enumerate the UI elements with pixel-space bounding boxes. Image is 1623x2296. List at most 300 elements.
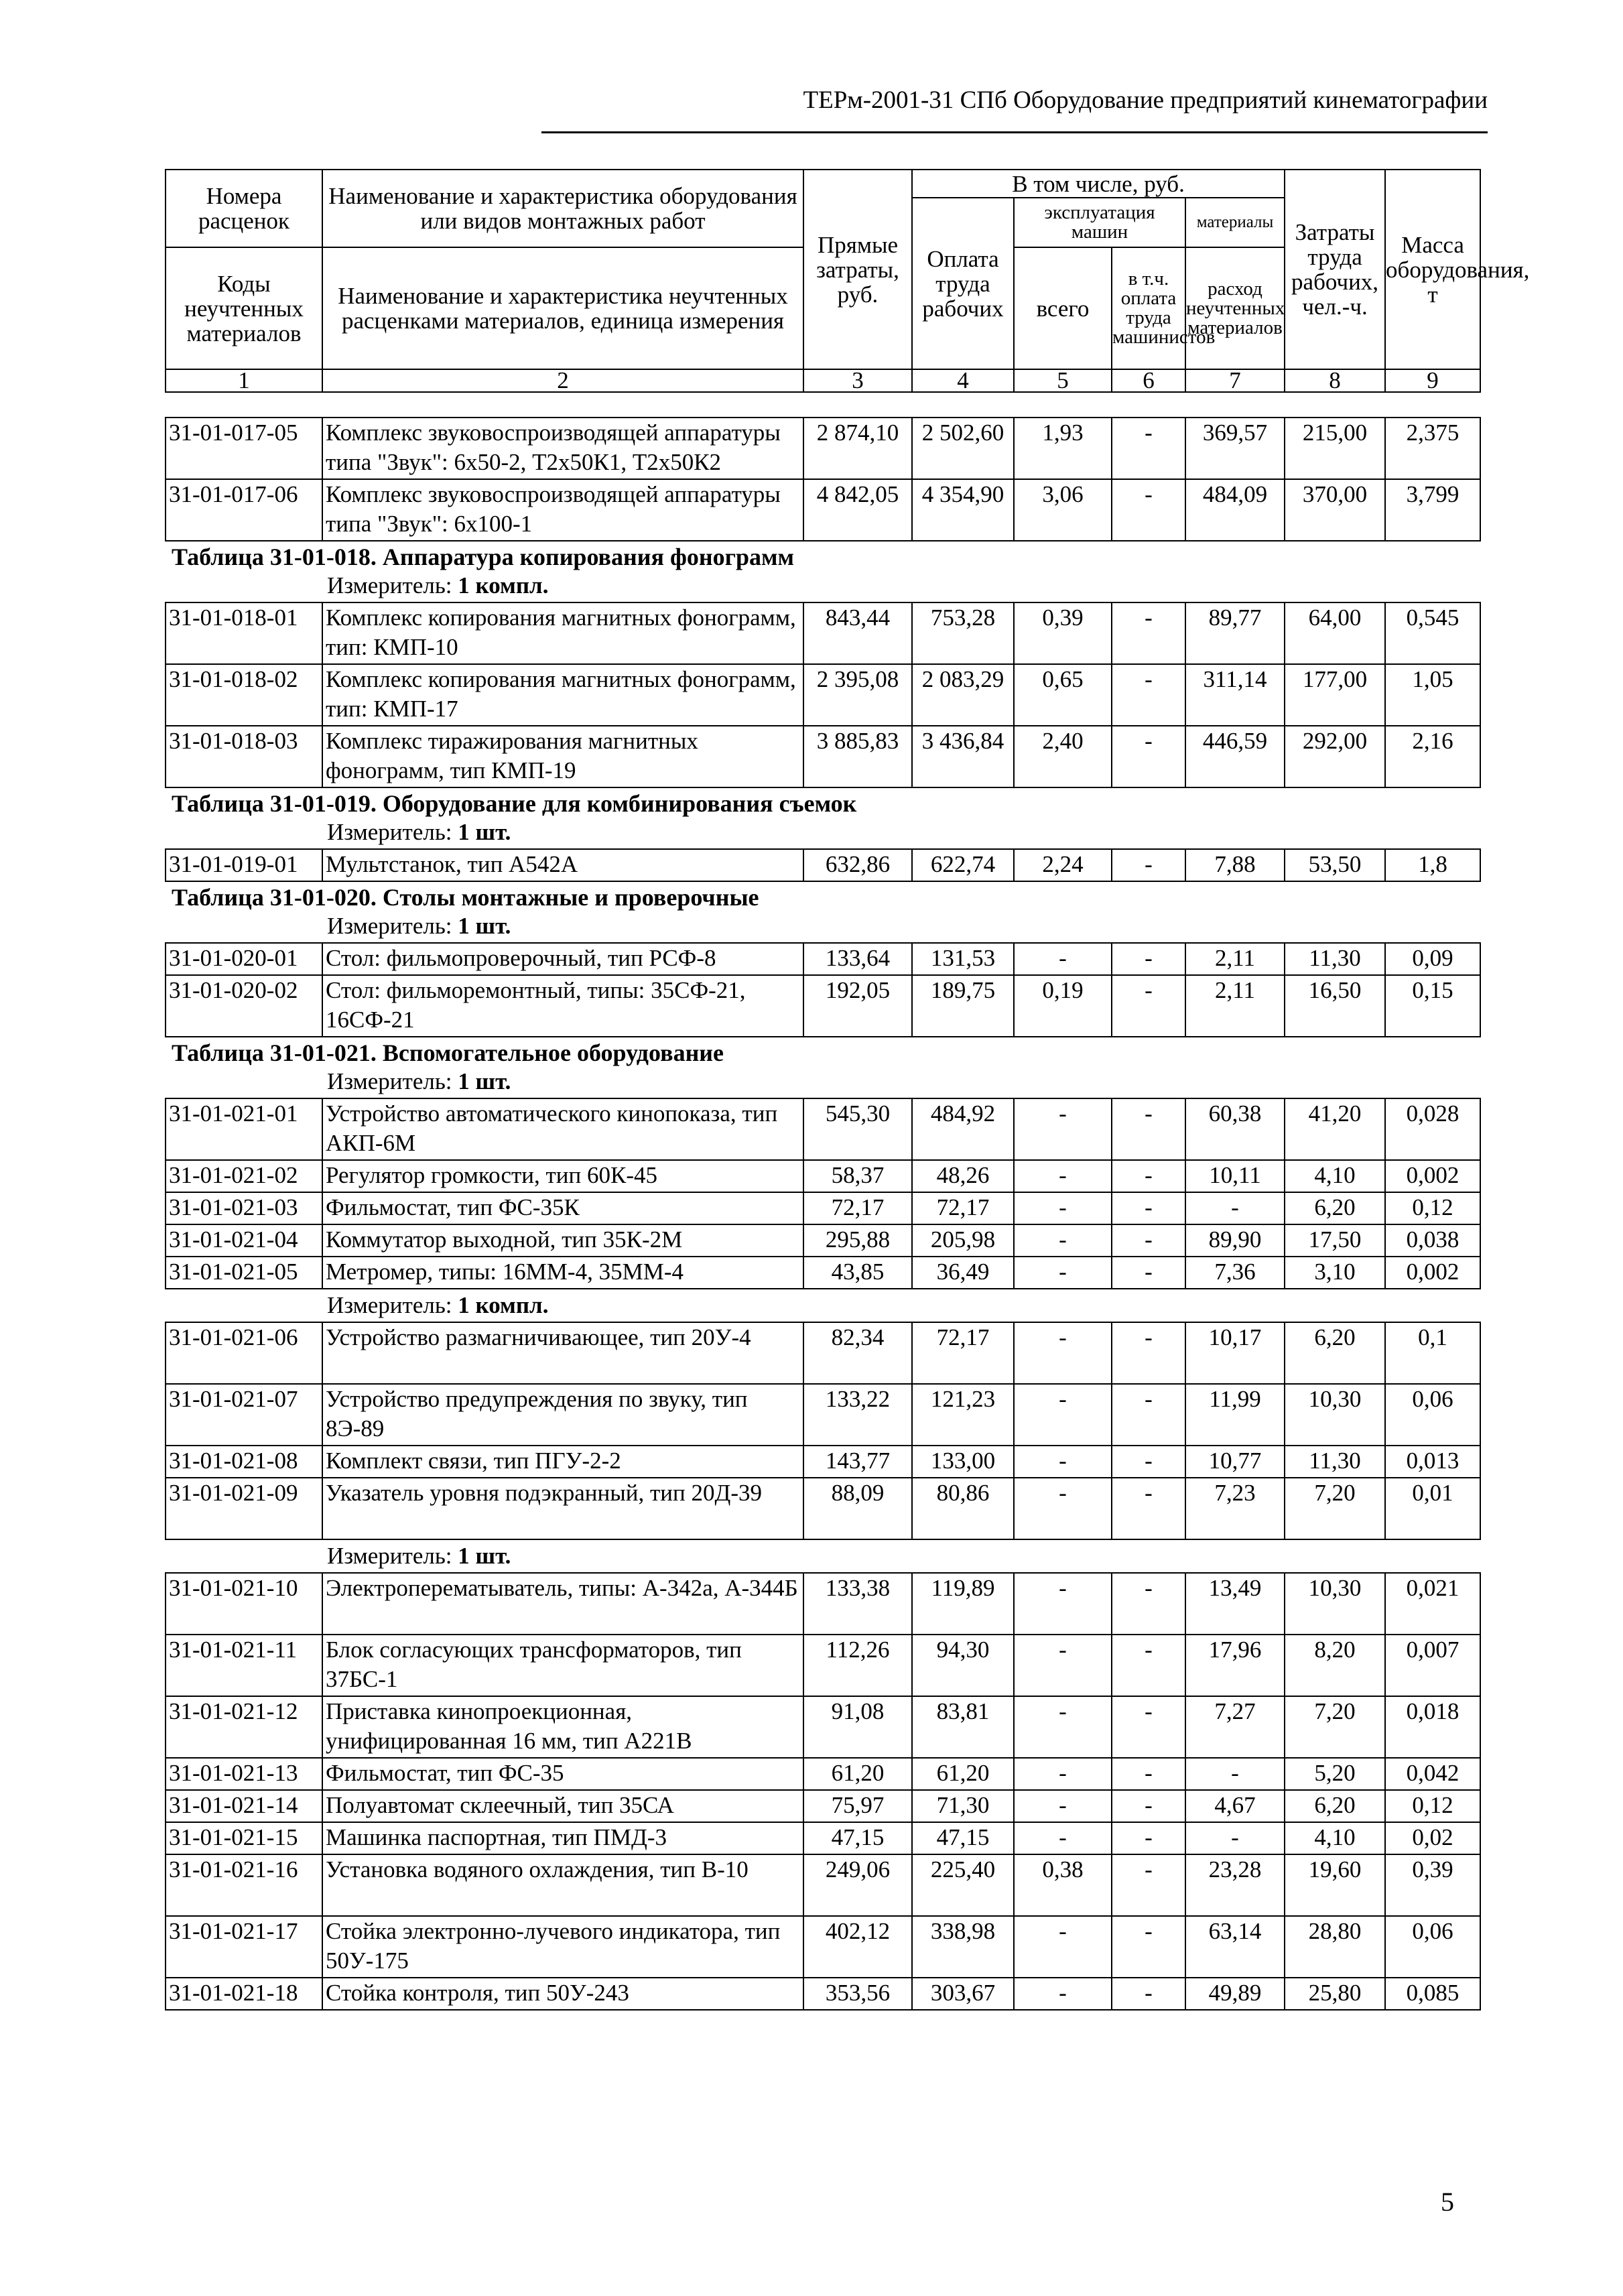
equipment-name-cell: Устройство размагничивающее, тип 20У-4 xyxy=(322,1322,803,1384)
mass-cell: 0,06 xyxy=(1385,1384,1480,1446)
mass-cell: 0,021 xyxy=(1385,1573,1480,1635)
machine-cost-cell: 0,39 xyxy=(1014,602,1112,664)
direct-cost-cell: 47,15 xyxy=(803,1822,912,1854)
table-row xyxy=(166,1257,1480,1289)
table-row xyxy=(166,664,1480,726)
material-cost-cell: - xyxy=(1185,1192,1285,1224)
measure-unit: 1 шт. xyxy=(458,1543,511,1569)
mass-cell: 3,799 xyxy=(1385,479,1480,541)
labor-cost-cell: 2 083,29 xyxy=(912,664,1014,726)
mass-cell: 2,16 xyxy=(1385,726,1480,787)
table-row xyxy=(166,1160,1480,1192)
rate-code-cell: 31-01-020-02 xyxy=(166,975,322,1037)
material-cost-cell: 17,96 xyxy=(1185,1635,1285,1696)
table-row xyxy=(166,1224,1480,1257)
table-row xyxy=(166,943,1480,975)
table-row xyxy=(166,1790,1480,1822)
material-cost-cell: 2,11 xyxy=(1185,975,1285,1037)
operator-cost-cell: - xyxy=(1112,1224,1185,1257)
operator-cost-cell: - xyxy=(1112,1478,1185,1539)
labor-cost-cell: 48,26 xyxy=(912,1160,1014,1192)
equipment-name-cell: Комплекс копирования магнитных фонограмм, тип: КМП-10 xyxy=(322,602,803,664)
mass-cell: 1,8 xyxy=(1385,849,1480,881)
operator-cost-cell: - xyxy=(1112,1257,1185,1289)
mass-cell: 0,15 xyxy=(1385,975,1480,1037)
table-row xyxy=(166,418,1480,479)
header-rule xyxy=(541,131,1488,133)
rate-table xyxy=(165,602,1481,788)
rate-code-cell: 31-01-019-01 xyxy=(166,849,322,881)
equipment-name-cell: Блок согласующих трансформаторов, тип 37БС-1 xyxy=(322,1635,803,1696)
machine-cost-cell: 1,93 xyxy=(1014,418,1112,479)
table-caption: Таблица 31-01-018. Аппаратура копирования фонограмм xyxy=(172,544,795,570)
labor-hours-cell: 8,20 xyxy=(1285,1635,1385,1696)
equipment-name-cell: Установка водяного охлаждения, тип В-10 xyxy=(322,1854,803,1916)
col8-header: Затраты труда рабочих, чел.-ч. xyxy=(1285,170,1385,369)
material-cost-cell: 7,27 xyxy=(1185,1696,1285,1758)
machine-cost-cell: - xyxy=(1014,1790,1112,1822)
rate-code-cell: 31-01-021-12 xyxy=(166,1696,322,1758)
material-cost-cell: - xyxy=(1185,1822,1285,1854)
mass-cell: 0,018 xyxy=(1385,1696,1480,1758)
table-row xyxy=(166,1822,1480,1854)
labor-cost-cell: 94,30 xyxy=(912,1635,1014,1696)
operator-cost-cell: - xyxy=(1112,479,1185,541)
col-number: 2 xyxy=(322,369,803,392)
page-header-title: ТЕРм-2001-31 СПб Оборудование предприятий кинематографии xyxy=(803,86,1488,114)
machine-cost-cell: - xyxy=(1014,1192,1112,1224)
operator-cost-cell: - xyxy=(1112,975,1185,1037)
material-cost-cell: 2,11 xyxy=(1185,943,1285,975)
rate-table xyxy=(165,1572,1481,2011)
equipment-name-cell: Комплекс копирования магнитных фонограмм, тип: КМП-17 xyxy=(322,664,803,726)
labor-cost-cell: 71,30 xyxy=(912,1790,1014,1822)
operator-cost-cell: - xyxy=(1112,726,1185,787)
direct-cost-cell: 58,37 xyxy=(803,1160,912,1192)
rate-code-cell: 31-01-021-03 xyxy=(166,1192,322,1224)
rate-code-cell: 31-01-021-13 xyxy=(166,1758,322,1790)
labor-hours-cell: 10,30 xyxy=(1285,1573,1385,1635)
labor-hours-cell: 28,80 xyxy=(1285,1916,1385,1978)
mass-cell: 0,042 xyxy=(1385,1758,1480,1790)
col-number: 3 xyxy=(803,369,912,392)
operator-cost-cell: - xyxy=(1112,1635,1185,1696)
rate-code-cell: 31-01-018-03 xyxy=(166,726,322,787)
direct-cost-cell: 192,05 xyxy=(803,975,912,1037)
machine-cost-cell: - xyxy=(1014,1478,1112,1539)
mass-cell: 0,39 xyxy=(1385,1854,1480,1916)
rate-code-cell: 31-01-021-15 xyxy=(166,1822,322,1854)
material-cost-cell: 10,17 xyxy=(1185,1322,1285,1384)
labor-hours-cell: 10,30 xyxy=(1285,1384,1385,1446)
equipment-name-cell: Полуавтомат склеечный, тип 35СА xyxy=(322,1790,803,1822)
direct-cost-cell: 402,12 xyxy=(803,1916,912,1978)
material-cost-cell: 484,09 xyxy=(1185,479,1285,541)
rate-table xyxy=(165,417,1481,541)
mass-cell: 0,12 xyxy=(1385,1192,1480,1224)
rate-table xyxy=(165,848,1481,882)
operator-cost-cell: - xyxy=(1112,1978,1185,2010)
operator-cost-cell: - xyxy=(1112,602,1185,664)
labor-hours-cell: 6,20 xyxy=(1285,1322,1385,1384)
labor-cost-cell: 119,89 xyxy=(912,1573,1014,1635)
rate-code-cell: 31-01-017-06 xyxy=(166,479,322,541)
table-row xyxy=(166,1916,1480,1978)
direct-cost-cell: 3 885,83 xyxy=(803,726,912,787)
machine-cost-cell: - xyxy=(1014,1098,1112,1160)
material-cost-cell: 7,36 xyxy=(1185,1257,1285,1289)
rate-code-cell: 31-01-018-02 xyxy=(166,664,322,726)
rate-code-cell: 31-01-021-02 xyxy=(166,1160,322,1192)
col2-top-header: Наименование и характеристика оборудования или видов монтажных работ xyxy=(322,170,803,247)
mass-cell: 0,007 xyxy=(1385,1635,1480,1696)
col3-header: Прямые затраты, руб. xyxy=(803,170,912,369)
labor-cost-cell: 225,40 xyxy=(912,1854,1014,1916)
machine-cost-cell: - xyxy=(1014,1635,1112,1696)
mass-cell: 0,002 xyxy=(1385,1160,1480,1192)
machine-cost-cell: - xyxy=(1014,1257,1112,1289)
direct-cost-cell: 61,20 xyxy=(803,1758,912,1790)
mass-cell: 0,09 xyxy=(1385,943,1480,975)
group-header: В том числе, руб. xyxy=(912,170,1285,198)
rate-code-cell: 31-01-021-11 xyxy=(166,1635,322,1696)
labor-cost-cell: 753,28 xyxy=(912,602,1014,664)
labor-hours-cell: 177,00 xyxy=(1285,664,1385,726)
equipment-name-cell: Стол: фильморемонтный, типы: 35СФ-21, 16СФ-21 xyxy=(322,975,803,1037)
operator-cost-cell: - xyxy=(1112,849,1185,881)
labor-cost-cell: 2 502,60 xyxy=(912,418,1014,479)
labor-hours-cell: 17,50 xyxy=(1285,1224,1385,1257)
operator-cost-cell: - xyxy=(1112,1384,1185,1446)
equipment-name-cell: Машинка паспортная, тип ПМД-3 xyxy=(322,1822,803,1854)
measure-label: Измеритель: xyxy=(327,1292,452,1318)
machine-cost-cell: - xyxy=(1014,1446,1112,1478)
labor-hours-cell: 6,20 xyxy=(1285,1192,1385,1224)
table-row xyxy=(166,1322,1480,1384)
labor-hours-cell: 16,50 xyxy=(1285,975,1385,1037)
equipment-name-cell: Стойка электронно-лучевого индикатора, тип 50У-175 xyxy=(322,1916,803,1978)
labor-hours-cell: 53,50 xyxy=(1285,849,1385,881)
material-cost-cell: 11,99 xyxy=(1185,1384,1285,1446)
operator-cost-cell: - xyxy=(1112,1322,1185,1384)
measure-line xyxy=(327,819,511,846)
machine-cost-cell: 2,24 xyxy=(1014,849,1112,881)
material-cost-cell: 63,14 xyxy=(1185,1916,1285,1978)
material-cost-cell: 10,77 xyxy=(1185,1446,1285,1478)
machines-header: эксплуатация машин xyxy=(1014,198,1185,247)
material-cost-cell: 89,90 xyxy=(1185,1224,1285,1257)
machine-cost-cell: 0,65 xyxy=(1014,664,1112,726)
machine-cost-cell: - xyxy=(1014,1696,1112,1758)
machine-cost-cell: - xyxy=(1014,1224,1112,1257)
labor-hours-cell: 6,20 xyxy=(1285,1790,1385,1822)
equipment-name-cell: Стойка контроля, тип 50У-243 xyxy=(322,1978,803,2010)
col1-bottom-header: Коды неучтенных материалов xyxy=(166,247,322,369)
mass-cell: 0,12 xyxy=(1385,1790,1480,1822)
direct-cost-cell: 545,30 xyxy=(803,1098,912,1160)
table-row xyxy=(166,975,1480,1037)
equipment-name-cell: Комплект связи, тип ПГУ-2-2 xyxy=(322,1446,803,1478)
rate-code-cell: 31-01-021-04 xyxy=(166,1224,322,1257)
mass-cell: 0,028 xyxy=(1385,1098,1480,1160)
measure-line xyxy=(327,1543,511,1570)
col-number: 7 xyxy=(1185,369,1285,392)
equipment-name-cell: Мультстанок, тип А542А xyxy=(322,849,803,881)
col7-header: расход неучтенных материалов xyxy=(1185,247,1285,369)
operator-cost-cell: - xyxy=(1112,1854,1185,1916)
mass-cell: 0,013 xyxy=(1385,1446,1480,1478)
measure-label: Измеритель: xyxy=(327,1068,452,1094)
material-cost-cell: 10,11 xyxy=(1185,1160,1285,1192)
equipment-name-cell: Фильмостат, тип ФС-35 xyxy=(322,1758,803,1790)
labor-hours-cell: 4,10 xyxy=(1285,1160,1385,1192)
col-number: 1 xyxy=(166,369,322,392)
mass-cell: 0,06 xyxy=(1385,1916,1480,1978)
measure-label: Измеритель: xyxy=(327,1543,452,1569)
material-cost-cell: 23,28 xyxy=(1185,1854,1285,1916)
labor-cost-cell: 189,75 xyxy=(912,975,1014,1037)
measure-unit: 1 шт. xyxy=(458,913,511,939)
labor-hours-cell: 11,30 xyxy=(1285,943,1385,975)
machine-cost-cell: - xyxy=(1014,1758,1112,1790)
table-caption: Таблица 31-01-020. Столы монтажные и проверочные xyxy=(172,884,759,911)
direct-cost-cell: 91,08 xyxy=(803,1696,912,1758)
rate-code-cell: 31-01-021-16 xyxy=(166,1854,322,1916)
measure-label: Измеритель: xyxy=(327,819,452,845)
machine-cost-cell: - xyxy=(1014,1573,1112,1635)
direct-cost-cell: 843,44 xyxy=(803,602,912,664)
rate-code-cell: 31-01-021-17 xyxy=(166,1916,322,1978)
measure-line xyxy=(327,1068,511,1095)
machine-cost-cell: - xyxy=(1014,1822,1112,1854)
equipment-name-cell: Комплекс тиражирования магнитных фонограмм, тип КМП-19 xyxy=(322,726,803,787)
labor-cost-cell: 80,86 xyxy=(912,1478,1014,1539)
machine-cost-cell: - xyxy=(1014,1916,1112,1978)
direct-cost-cell: 249,06 xyxy=(803,1854,912,1916)
machine-cost-cell: 0,19 xyxy=(1014,975,1112,1037)
direct-cost-cell: 2 874,10 xyxy=(803,418,912,479)
operator-cost-cell: - xyxy=(1112,1790,1185,1822)
direct-cost-cell: 133,38 xyxy=(803,1573,912,1635)
table-row xyxy=(166,1478,1480,1539)
material-cost-cell: 311,14 xyxy=(1185,664,1285,726)
equipment-name-cell: Регулятор громкости, тип 60К-45 xyxy=(322,1160,803,1192)
labor-cost-cell: 131,53 xyxy=(912,943,1014,975)
equipment-name-cell: Указатель уровня подэкранный, тип 20Д-39 xyxy=(322,1478,803,1539)
equipment-name-cell: Приставка кинопроекционная, унифицированная 16 мм, тип А221В xyxy=(322,1696,803,1758)
material-cost-cell: - xyxy=(1185,1758,1285,1790)
operator-cost-cell: - xyxy=(1112,1696,1185,1758)
table-row xyxy=(166,479,1480,541)
operator-cost-cell: - xyxy=(1112,1916,1185,1978)
mass-cell: 0,038 xyxy=(1385,1224,1480,1257)
labor-cost-cell: 36,49 xyxy=(912,1257,1014,1289)
measure-line xyxy=(327,913,511,940)
rate-code-cell: 31-01-020-01 xyxy=(166,943,322,975)
table-row xyxy=(166,1446,1480,1478)
rate-code-cell: 31-01-021-07 xyxy=(166,1384,322,1446)
table-caption: Таблица 31-01-019. Оборудование для комбинирования съемок xyxy=(172,790,857,817)
labor-hours-cell: 4,10 xyxy=(1285,1822,1385,1854)
rate-code-cell: 31-01-021-01 xyxy=(166,1098,322,1160)
rate-table xyxy=(165,1322,1481,1540)
operator-cost-cell: - xyxy=(1112,943,1185,975)
table-row xyxy=(166,849,1480,881)
operator-cost-cell: - xyxy=(1112,1160,1185,1192)
direct-cost-cell: 82,34 xyxy=(803,1322,912,1384)
labor-hours-cell: 7,20 xyxy=(1285,1478,1385,1539)
column-header-table xyxy=(165,169,1530,393)
col1-top-header: Номера расценок xyxy=(166,170,322,247)
labor-cost-cell: 338,98 xyxy=(912,1916,1014,1978)
equipment-name-cell: Устройство предупреждения по звуку, тип 8Э-89 xyxy=(322,1384,803,1446)
labor-hours-cell: 292,00 xyxy=(1285,726,1385,787)
col-number: 5 xyxy=(1014,369,1112,392)
direct-cost-cell: 4 842,05 xyxy=(803,479,912,541)
table-row xyxy=(166,1758,1480,1790)
operator-cost-cell: - xyxy=(1112,1822,1185,1854)
equipment-name-cell: Стол: фильмопроверочный, тип РСФ-8 xyxy=(322,943,803,975)
col-number: 8 xyxy=(1285,369,1385,392)
equipment-name-cell: Комплекс звуковоспроизводящей аппаратуры типа "Звук": 6х100-1 xyxy=(322,479,803,541)
material-cost-cell: 13,49 xyxy=(1185,1573,1285,1635)
rate-code-cell: 31-01-021-14 xyxy=(166,1790,322,1822)
operator-cost-cell: - xyxy=(1112,664,1185,726)
direct-cost-cell: 43,85 xyxy=(803,1257,912,1289)
operator-cost-cell: - xyxy=(1112,1758,1185,1790)
col6-header: в т.ч. оплата труда машинистов xyxy=(1112,247,1185,369)
direct-cost-cell: 112,26 xyxy=(803,1635,912,1696)
machine-cost-cell: - xyxy=(1014,1160,1112,1192)
labor-hours-cell: 19,60 xyxy=(1285,1854,1385,1916)
measure-unit: 1 шт. xyxy=(458,1068,511,1094)
direct-cost-cell: 75,97 xyxy=(803,1790,912,1822)
mass-cell: 0,01 xyxy=(1385,1478,1480,1539)
labor-hours-cell: 3,10 xyxy=(1285,1257,1385,1289)
direct-cost-cell: 133,22 xyxy=(803,1384,912,1446)
labor-cost-cell: 4 354,90 xyxy=(912,479,1014,541)
operator-cost-cell: - xyxy=(1112,418,1185,479)
labor-hours-cell: 215,00 xyxy=(1285,418,1385,479)
rate-code-cell: 31-01-021-10 xyxy=(166,1573,322,1635)
table-row xyxy=(166,1098,1480,1160)
materials-header: материалы xyxy=(1185,198,1285,247)
col-number: 9 xyxy=(1385,369,1480,392)
labor-cost-cell: 205,98 xyxy=(912,1224,1014,1257)
rate-table xyxy=(165,1098,1481,1289)
machine-cost-cell: - xyxy=(1014,1978,1112,2010)
mass-cell: 2,375 xyxy=(1385,418,1480,479)
direct-cost-cell: 632,86 xyxy=(803,849,912,881)
col9-header: Масса оборудования, т xyxy=(1385,170,1480,369)
material-cost-cell: 7,23 xyxy=(1185,1478,1285,1539)
equipment-name-cell: Метромер, типы: 16ММ-4, 35ММ-4 xyxy=(322,1257,803,1289)
mass-cell: 0,1 xyxy=(1385,1322,1480,1384)
material-cost-cell: 446,59 xyxy=(1185,726,1285,787)
operator-cost-cell: - xyxy=(1112,1573,1185,1635)
measure-label: Измеритель: xyxy=(327,913,452,939)
table-row xyxy=(166,1384,1480,1446)
table-row xyxy=(166,726,1480,787)
table-row xyxy=(166,602,1480,664)
equipment-name-cell: Фильмостат, тип ФС-35К xyxy=(322,1192,803,1224)
equipment-name-cell: Коммутатор выходной, тип 35К-2М xyxy=(322,1224,803,1257)
rate-code-cell: 31-01-017-05 xyxy=(166,418,322,479)
col-number: 6 xyxy=(1112,369,1185,392)
labor-cost-cell: 72,17 xyxy=(912,1192,1014,1224)
table-row xyxy=(166,1978,1480,2010)
measure-label: Измеритель: xyxy=(327,572,452,598)
labor-hours-cell: 11,30 xyxy=(1285,1446,1385,1478)
col2-bottom-header: Наименование и характеристика неучтенных расценками материалов, единица измерения xyxy=(322,247,803,369)
labor-cost-cell: 3 436,84 xyxy=(912,726,1014,787)
page-number: 5 xyxy=(1441,2187,1454,2217)
operator-cost-cell: - xyxy=(1112,1446,1185,1478)
machine-cost-cell: - xyxy=(1014,1384,1112,1446)
equipment-name-cell: Устройство автоматического кинопоказа, тип АКП-6М xyxy=(322,1098,803,1160)
measure-unit: 1 компл. xyxy=(458,572,549,598)
table-caption: Таблица 31-01-021. Вспомогательное оборудование xyxy=(172,1039,724,1066)
equipment-name-cell: Комплекс звуковоспроизводящей аппаратуры типа "Звук": 6х50-2, Т2х50К1, Т2х50К2 xyxy=(322,418,803,479)
labor-hours-cell: 370,00 xyxy=(1285,479,1385,541)
table-row xyxy=(166,1192,1480,1224)
direct-cost-cell: 88,09 xyxy=(803,1478,912,1539)
measure-line xyxy=(327,572,548,599)
machine-cost-cell: 2,40 xyxy=(1014,726,1112,787)
measure-unit: 1 шт. xyxy=(458,819,511,845)
labor-cost-cell: 72,17 xyxy=(912,1322,1014,1384)
rate-code-cell: 31-01-021-09 xyxy=(166,1478,322,1539)
direct-cost-cell: 295,88 xyxy=(803,1224,912,1257)
rate-code-cell: 31-01-021-05 xyxy=(166,1257,322,1289)
machine-cost-cell: 3,06 xyxy=(1014,479,1112,541)
operator-cost-cell: - xyxy=(1112,1192,1185,1224)
labor-hours-cell: 5,20 xyxy=(1285,1758,1385,1790)
labor-cost-cell: 484,92 xyxy=(912,1098,1014,1160)
operator-cost-cell: - xyxy=(1112,1098,1185,1160)
rate-code-cell: 31-01-021-18 xyxy=(166,1978,322,2010)
material-cost-cell: 7,88 xyxy=(1185,849,1285,881)
labor-cost-cell: 47,15 xyxy=(912,1822,1014,1854)
machine-cost-cell: - xyxy=(1014,943,1112,975)
mass-cell: 0,02 xyxy=(1385,1822,1480,1854)
mass-cell: 0,085 xyxy=(1385,1978,1480,2010)
direct-cost-cell: 143,77 xyxy=(803,1446,912,1478)
mass-cell: 1,05 xyxy=(1385,664,1480,726)
direct-cost-cell: 133,64 xyxy=(803,943,912,975)
rate-table xyxy=(165,942,1481,1037)
table-row xyxy=(166,1696,1480,1758)
rate-code-cell: 31-01-018-01 xyxy=(166,602,322,664)
table-row xyxy=(166,1635,1480,1696)
material-cost-cell: 60,38 xyxy=(1185,1098,1285,1160)
machine-cost-cell: - xyxy=(1014,1322,1112,1384)
labor-cost-cell: 61,20 xyxy=(912,1758,1014,1790)
mass-cell: 0,545 xyxy=(1385,602,1480,664)
labor-hours-cell: 7,20 xyxy=(1285,1696,1385,1758)
rate-code-cell: 31-01-021-08 xyxy=(166,1446,322,1478)
direct-cost-cell: 2 395,08 xyxy=(803,664,912,726)
equipment-name-cell: Электроперематыватель, типы: А-342а, А-344Б xyxy=(322,1573,803,1635)
material-cost-cell: 369,57 xyxy=(1185,418,1285,479)
col-number: 4 xyxy=(912,369,1014,392)
direct-cost-cell: 353,56 xyxy=(803,1978,912,2010)
measure-line xyxy=(327,1292,548,1319)
labor-hours-cell: 25,80 xyxy=(1285,1978,1385,2010)
direct-cost-cell: 72,17 xyxy=(803,1192,912,1224)
material-cost-cell: 89,77 xyxy=(1185,602,1285,664)
machine-cost-cell: 0,38 xyxy=(1014,1854,1112,1916)
